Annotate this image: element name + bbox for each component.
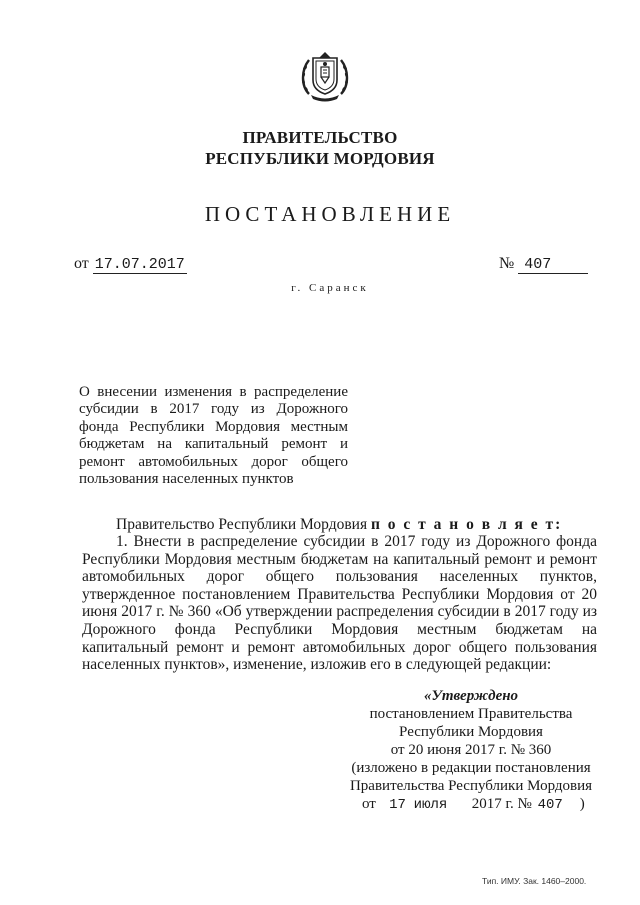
document-type-title: ПОСТАНОВЛЕНИЕ: [204, 202, 456, 226]
approved-close-paren: ): [579, 796, 585, 812]
approved-date-month: июля: [413, 797, 448, 813]
number-value: 407: [518, 256, 588, 274]
paragraph-1: 1. Внести в распределение субсидии в 2017 году из Дорожного фонда Республики Мордовия местным бюджетам на капитальный ремонт и ремонт автомобильных дорог общего пользования населенных пунктов, утвержденное постановлением Правительства Республики Мордовия от 20 июня 2017 г. № 360 «Об утверждении распределения субсидии в 2017 году из Дорожного фонда Республики Мордовия местным бюджетам на капитальный ремонт и ремонт автомобильных дорог общего пользования населенных пунктов», изменение, изложив его в следующей редакции:: [82, 533, 597, 674]
decree-line: [116, 516, 596, 534]
date-field: [74, 255, 187, 273]
approved-date-day: 17: [389, 797, 406, 813]
date-prefix: от: [74, 255, 89, 272]
approved-line-4: (изложено в редакции постановления: [351, 760, 591, 776]
org-title-line1: ПРАВИТЕЛЬСТВО: [242, 128, 398, 147]
number-prefix: №: [499, 255, 515, 272]
coat-of-arms-icon: [299, 50, 351, 104]
approved-line-1: постановлением Правительства: [369, 706, 573, 722]
date-value: 17.07.2017: [94, 256, 185, 273]
approved-date-prefix: от: [362, 796, 376, 812]
approved-line-6: [362, 796, 602, 815]
approved-line-5: Правительства Республики Мордовия: [349, 778, 593, 794]
number-field: [499, 255, 588, 274]
org-title-line2: РЕСПУБЛИКИ МОРДОВИЯ: [205, 149, 435, 168]
print-info: Тип. ИМУ. Зак. 1460–2000.: [482, 876, 587, 886]
approved-number: 407: [537, 797, 563, 813]
approved-line-3: от 20 июня 2017 г. № 360: [390, 742, 552, 758]
subject-title: О внесении изменения в распределение субсидии в 2017 году из Дорожного фонда Республики Мордовия местным бюджетам на капитальный ремонт и ремонт автомобильных дорог общего пользования населенных пунктов: [79, 384, 348, 488]
decree-keyword: п о с т а н о в л я е т:: [370, 516, 563, 533]
city-label: г. Саранск: [291, 282, 369, 294]
approved-line-2: Республики Мордовия: [399, 724, 543, 740]
decree-lead: Правительство Республики Мордовия: [116, 516, 368, 533]
approved-date-year: 2017 г. №: [471, 796, 532, 812]
approved-heading: «Утверждено: [423, 688, 519, 704]
